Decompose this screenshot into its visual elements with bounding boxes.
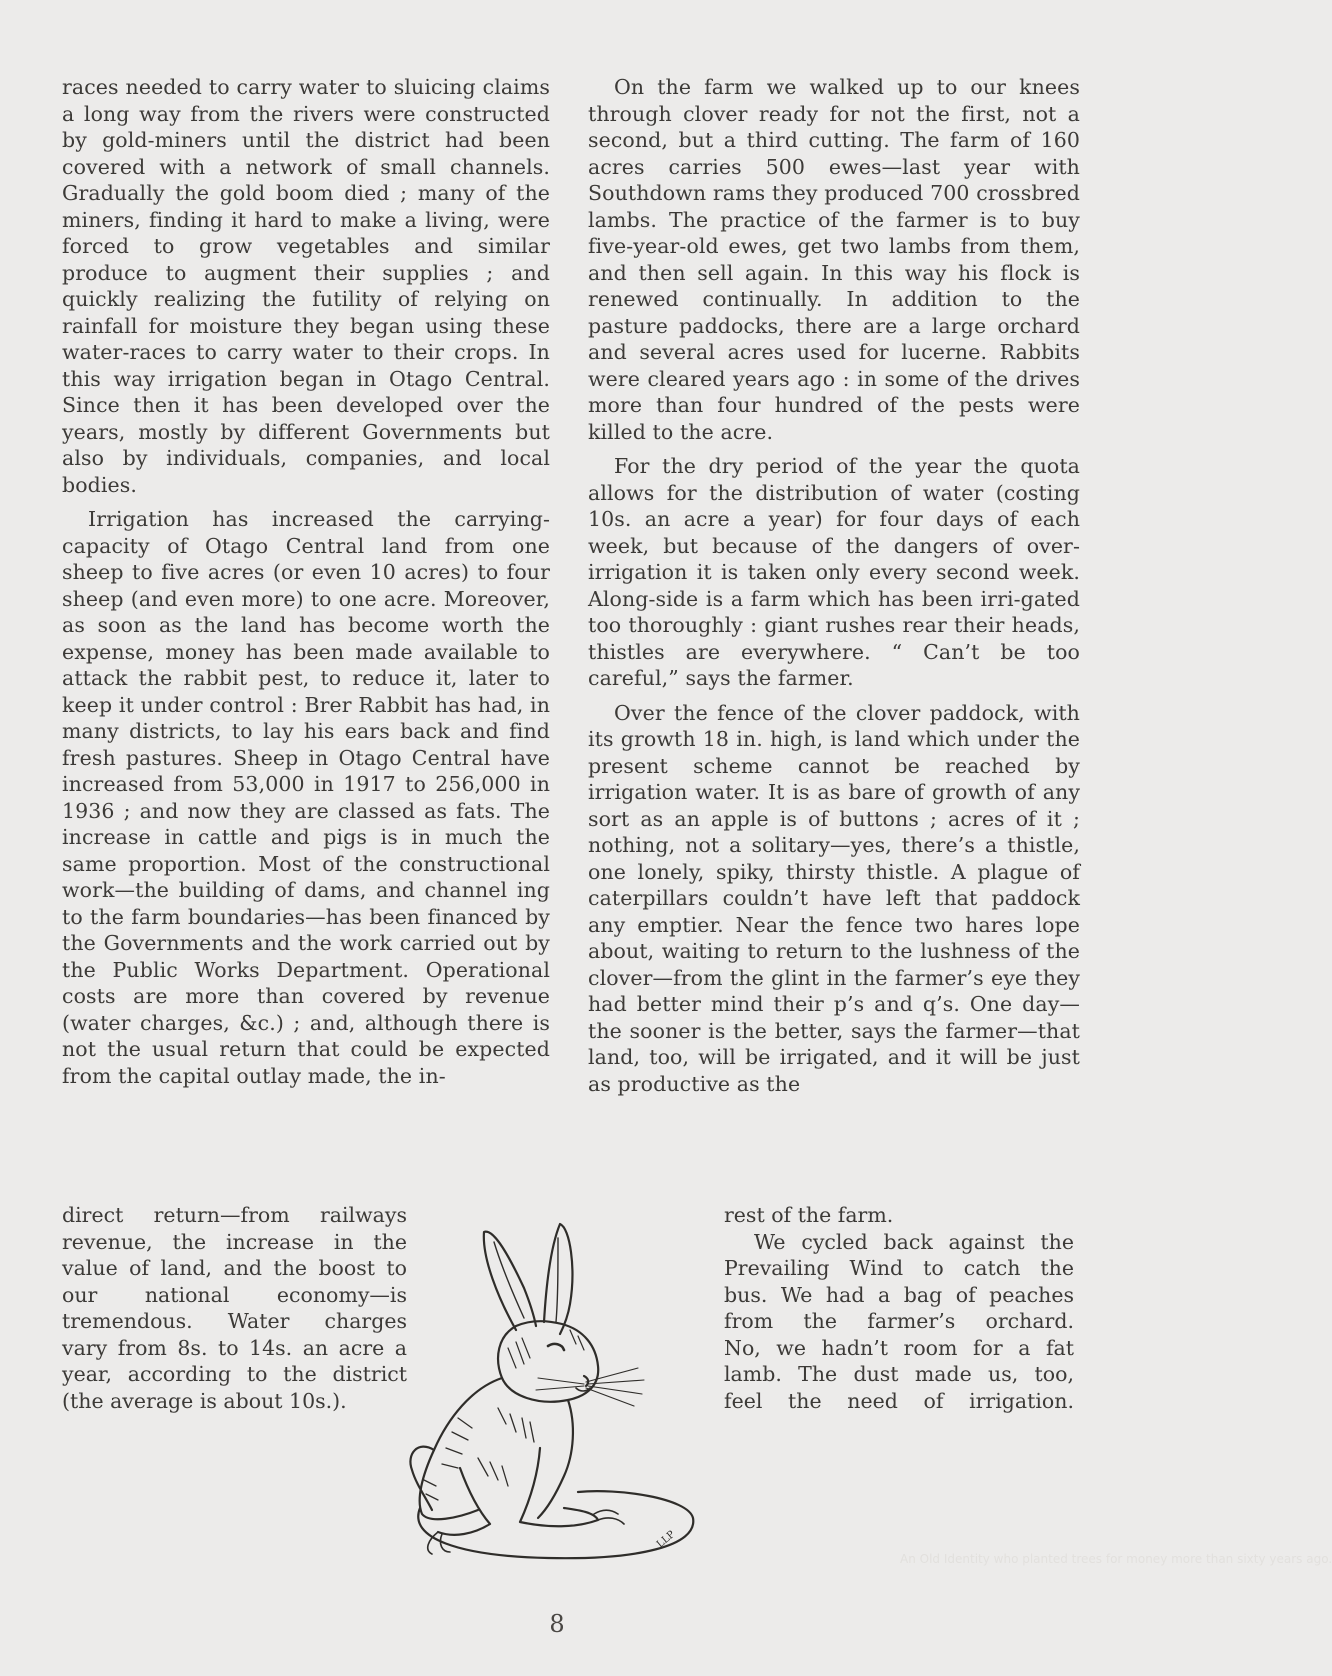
text-line: revenue, the increase in the <box>62 1229 407 1254</box>
rabbit-illustration <box>398 1218 728 1572</box>
left-ear <box>484 1232 536 1330</box>
right-column <box>588 74 1080 1097</box>
chest <box>538 1400 573 1518</box>
text-line: lamb. The dust made us, too, <box>724 1362 1074 1386</box>
head-shading <box>508 1330 584 1368</box>
left-paragraph-2: Irrigation has increased the carrying-capacity of Otago Central land from one sheep to five acres (or even 10 acres) to four sheep (and even more) to one acre. Moreover, as soon as the land has become worth the expense, money has been made available to attack the rabbit pest, to reduce it, later to keep it under control : Brer Rabbit has had, in many districts, to lay his ears back and find fresh pastures. Sheep in Otago Central have increased from 53,000 in 1917 to 256,000 in 1936 ; and now they are classed as fats. The increase in cattle and pigs is in much the same proportion. Most of the constructional work—the building of dams, and channel ing to the farm boundaries—has been financed by the Governments and the work carried out by the Public Works Department. Operational costs are more than covered by revenue (water charges, &c.) ; and, although there is not the usual return that could be expected from the capital outlay made, the in- <box>62 507 550 1088</box>
whiskers <box>536 1368 644 1406</box>
text-line: direct return—from railways <box>62 1203 407 1227</box>
fur-hatching <box>424 1408 534 1500</box>
text-line: No, we hadn’t room for a fat <box>724 1335 1074 1360</box>
hind-leg <box>438 1468 490 1535</box>
text-line: from the farmer’s orchard. <box>724 1309 1074 1333</box>
text-line: We cycled back against the <box>754 1229 1074 1254</box>
text-line: year, according to the district <box>62 1362 407 1386</box>
left-paragraph-1: races needed to carry water to sluicing claims a long way from the rivers were constructed by gold-miners until the district had been covered with a network of small channels. Gradually the gold boom died ; many of the miners, finding it hard to make a living, were forced to grow vegetables and similar produce to augment their supplies ; and quickly realizing the futility of relying on rainfall for moisture they began using these water-races to carry water to their crops. In this way irrigation began in Otago Central. Since then it has been developed over the years, mostly by different Governments but also by individuals, companies, and local bodies. <box>62 75 550 497</box>
text-line: Prevailing Wind to catch the <box>724 1256 1074 1280</box>
text-line: vary from 8s. to 14s. an acre a <box>62 1335 407 1360</box>
text-line: rest of the farm. <box>724 1203 894 1227</box>
text-line: (the average is about 10s.). <box>62 1388 347 1413</box>
text-line: tremendous. Water charges <box>62 1309 407 1333</box>
text-line: bus. We had a bag of peaches <box>724 1282 1074 1307</box>
right-ear-inner <box>556 1238 558 1322</box>
page-number: 8 <box>549 1610 565 1638</box>
nose <box>584 1376 588 1386</box>
left-column <box>62 74 550 1089</box>
front-paw <box>594 1510 624 1524</box>
right-paragraph-2: For the dry period of the year the quota allows for the distribution of water (costing 10s. an acre a year) for four days of each week, but because of the dangers of over-irrigation it is taken only every second week. Along-side is a farm which has been irri-gated too thoroughly : giant rushes rear their heads, thistles are everywhere. “ Can’t be too careful,” says the farmer. <box>588 454 1080 690</box>
right-paragraph-1: On the farm we walked up to our knees through clover ready for not the first, not a second, but a third cutting. The farm of 160 acres carries 500 ewes—last year with Southdown rams they produced 700 crossbred lambs. The practice of the farmer is to buy five-year-old ewes, get two lambs from them, and then sell again. In this way his flock is renewed continually. In addition to the pasture paddocks, there are a large orchard and several acres used for lucerne. Rabbits were cleared years ago : in some of the drives more than four hundred of the pests were killed to the acre. <box>588 75 1080 444</box>
show-through-text: An Old Identity who planted trees for money more than sixty years ago. <box>900 1552 1332 1566</box>
eye <box>548 1344 564 1350</box>
right-wraparound-text <box>724 1202 1074 1414</box>
text-line: value of land, and the boost to <box>62 1256 407 1280</box>
text-line: our national economy—is <box>62 1282 407 1307</box>
text-line: feel the need of irrigation. <box>724 1388 1074 1413</box>
right-paragraph-3: Over the fence of the clover paddock, with its growth 18 in. high, is land which under the present scheme cannot be reached by irrigation water. It is as bare of growth of any sort as an apple is of buttons ; acres of it ; nothing, not a solitary—yes, there’s a thistle, one lonely, spiky, thirsty thistle. A plague of caterpillars couldn’t have left that paddock any emptier. Near the fence two hares lope about, waiting to return to the lushness of the clover—from the glint in the farmer’s eye they had better mind their p’s and q’s. One day—the sooner is the better, says the farmer—that land, too, will be irrigated, and it will be just as productive as the <box>588 700 1080 1096</box>
ground-oval <box>418 1491 693 1558</box>
artist-monogram: LLP <box>654 1529 678 1551</box>
left-wraparound-text <box>62 1202 407 1414</box>
